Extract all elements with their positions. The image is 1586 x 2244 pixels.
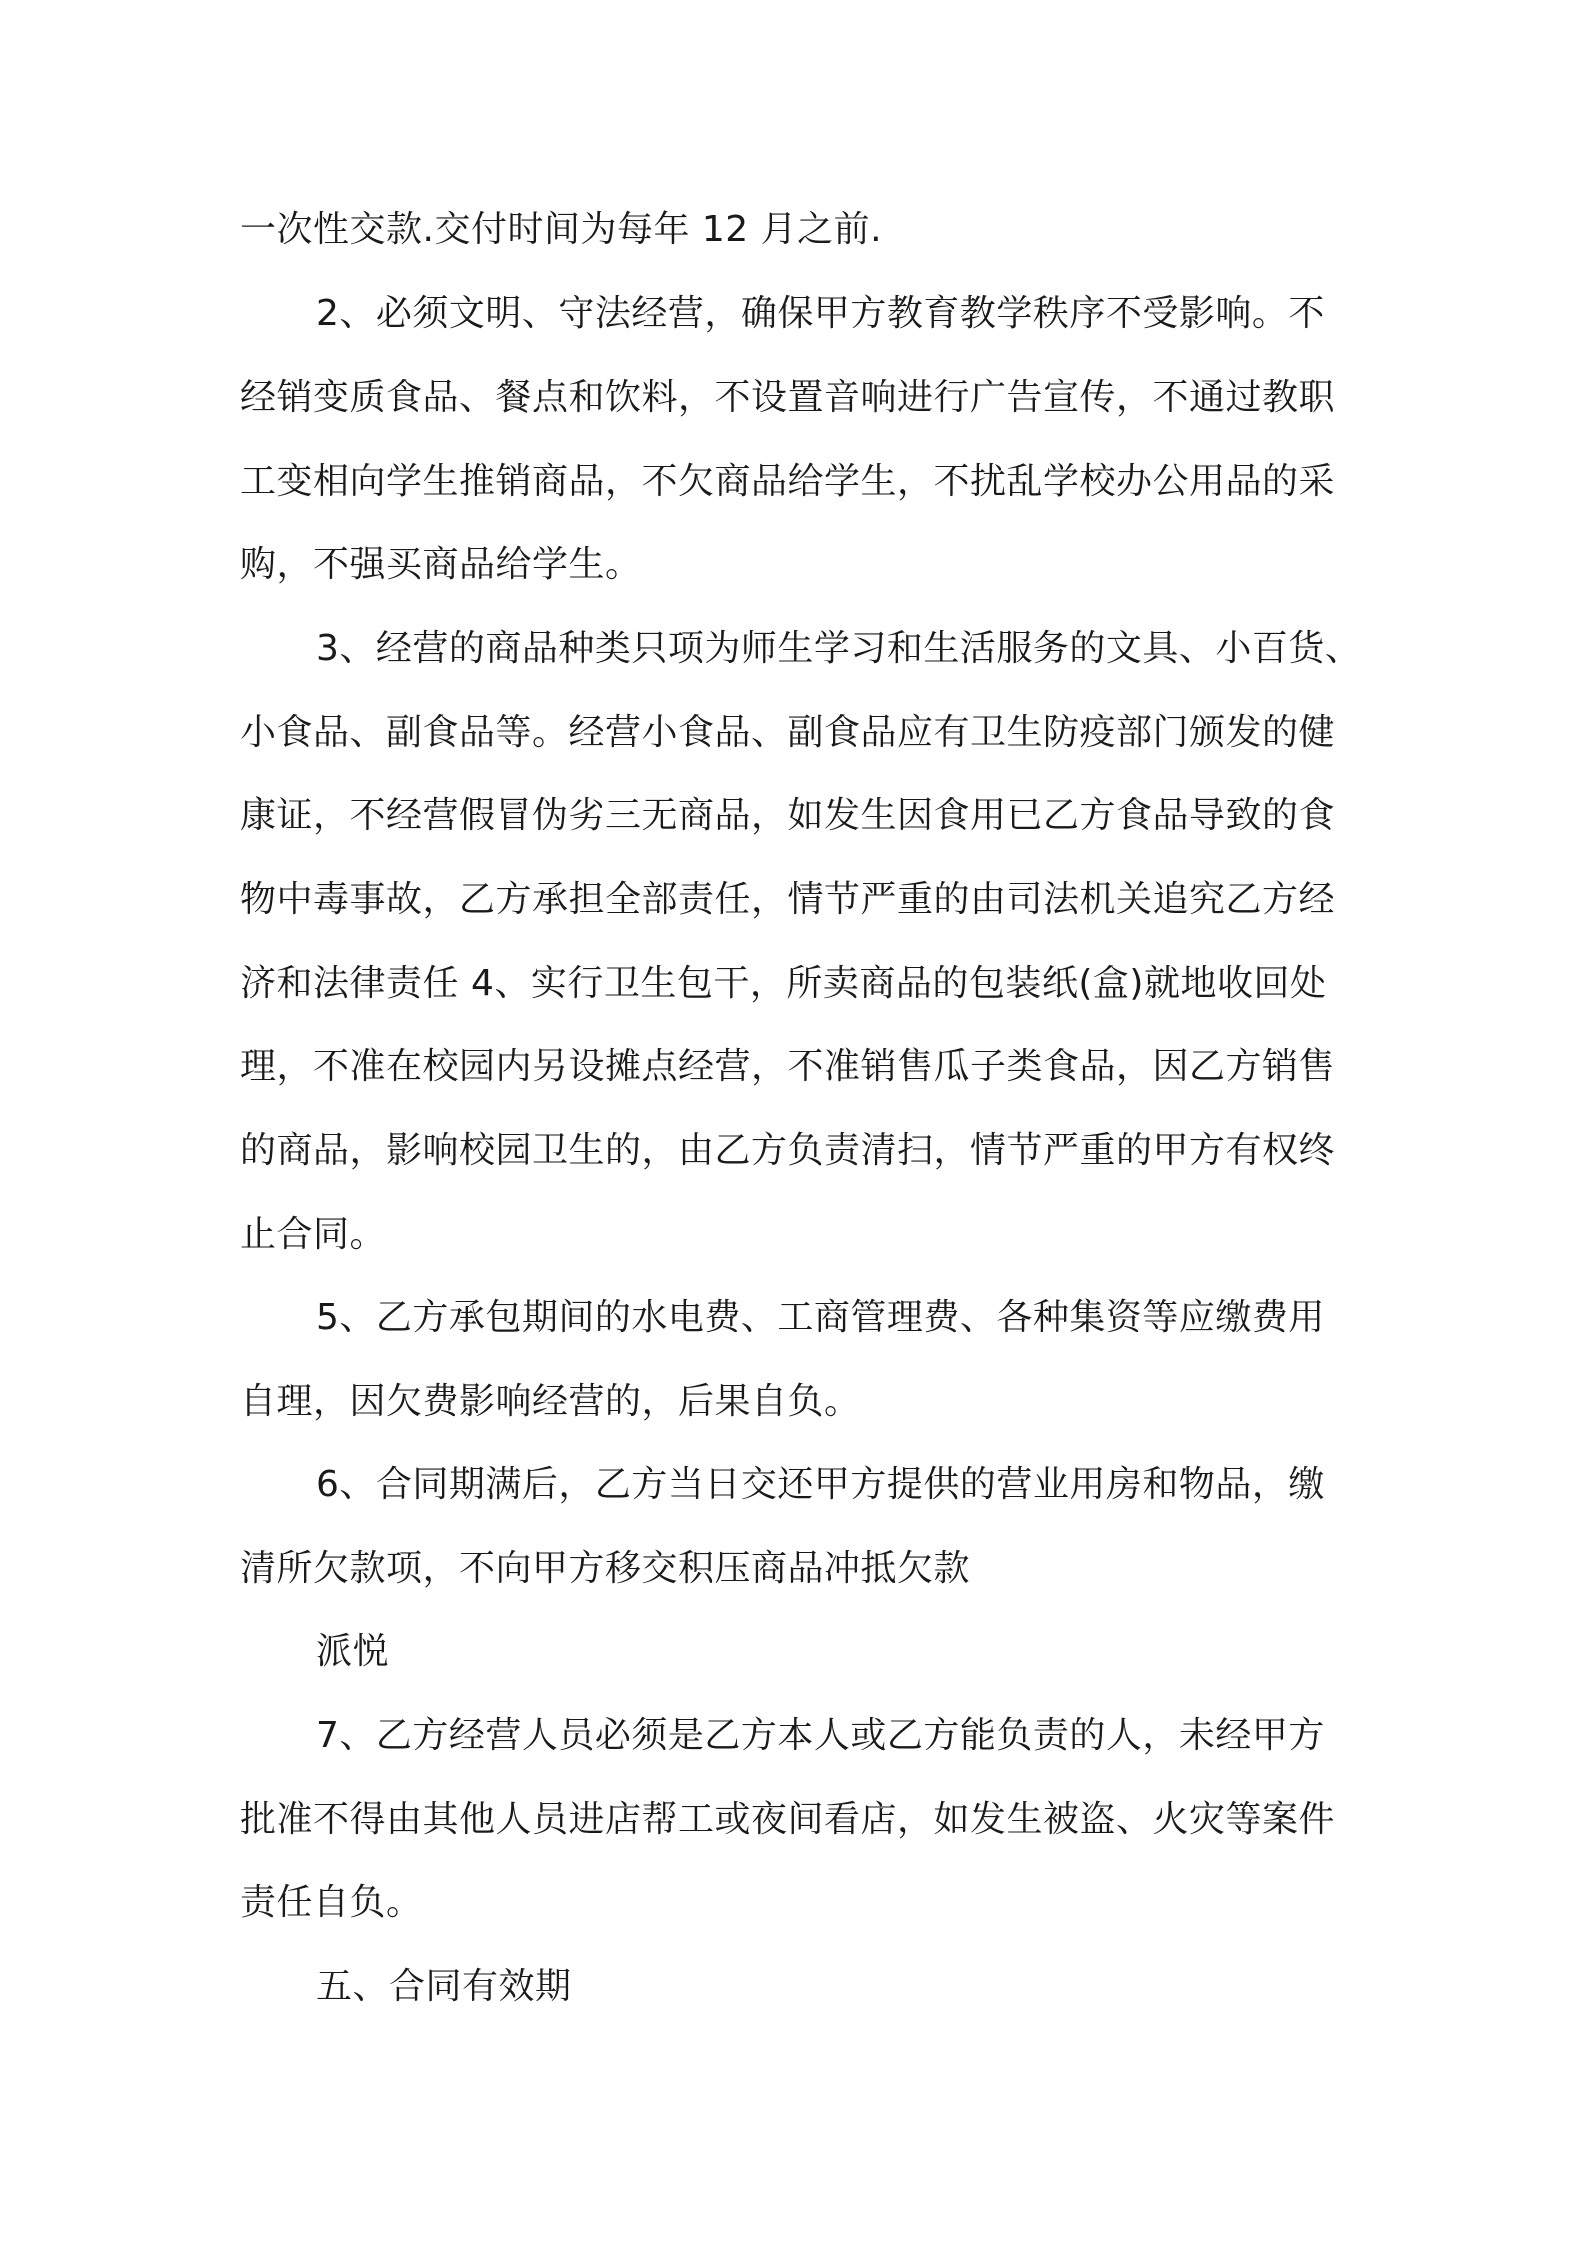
text-line: 6、合同期满后，乙方当日交还甲方提供的营业用房和物品，缴	[316, 1464, 1325, 1505]
text-line: 的商品，影响校园卫生的，由乙方负责清扫，情节严重的甲方有权终	[240, 1130, 1336, 1171]
text-line: 自理，因欠费影响经营的，后果自负。	[240, 1381, 861, 1422]
text-line: 派悦	[316, 1631, 390, 1672]
text-line: 责任自负。	[240, 1882, 423, 1923]
text-line: 物中毒事故，乙方承担全部责任，情节严重的由司法机关追究乙方经	[240, 879, 1336, 920]
text-line: 批准不得由其他人员进店帮工或夜间看店，如发生被盗、火灾等案件	[240, 1799, 1336, 1840]
text-line: 5、乙方承包期间的水电费、工商管理费、各种集资等应缴费用	[316, 1297, 1325, 1338]
text-line: 工变相向学生推销商品，不欠商品给学生，不扰乱学校办公用品的采	[240, 461, 1336, 502]
text-line: 7、乙方经营人员必须是乙方本人或乙方能负责的人，未经甲方	[316, 1715, 1325, 1756]
text-line: 3、经营的商品种类只项为师生学习和生活服务的文具、小百货、	[316, 628, 1362, 669]
text-line: 2、必须文明、守法经营，确保甲方教育教学秩序不受影响。不	[316, 293, 1325, 334]
text-line: 经销变质食品、餐点和饮料，不设置音响进行广告宣传，不通过教职	[240, 377, 1336, 418]
text-line: 小食品、副食品等。经营小食品、副食品应有卫生防疫部门颁发的健	[240, 712, 1336, 753]
text-line: 理，不准在校园内另设摊点经营，不准销售瓜子类食品，因乙方销售	[240, 1046, 1336, 1087]
text-line: 止合同。	[240, 1214, 387, 1255]
section-heading: 五、合同有效期	[316, 1966, 572, 2007]
text-line: 购，不强买商品给学生。	[240, 544, 642, 585]
text-line: 康证，不经营假冒伪劣三无商品，如发生因食用已乙方食品导致的食	[240, 795, 1336, 836]
text-line: 济和法律责任 4、实行卫生包干，所卖商品的包装纸(盒)就地收回处	[240, 963, 1327, 1004]
text-line: 一次性交款.交付时间为每年 12 月之前.	[240, 209, 883, 250]
text-line: 清所欠款项，不向甲方移交积压商品冲抵欠款	[240, 1548, 971, 1589]
